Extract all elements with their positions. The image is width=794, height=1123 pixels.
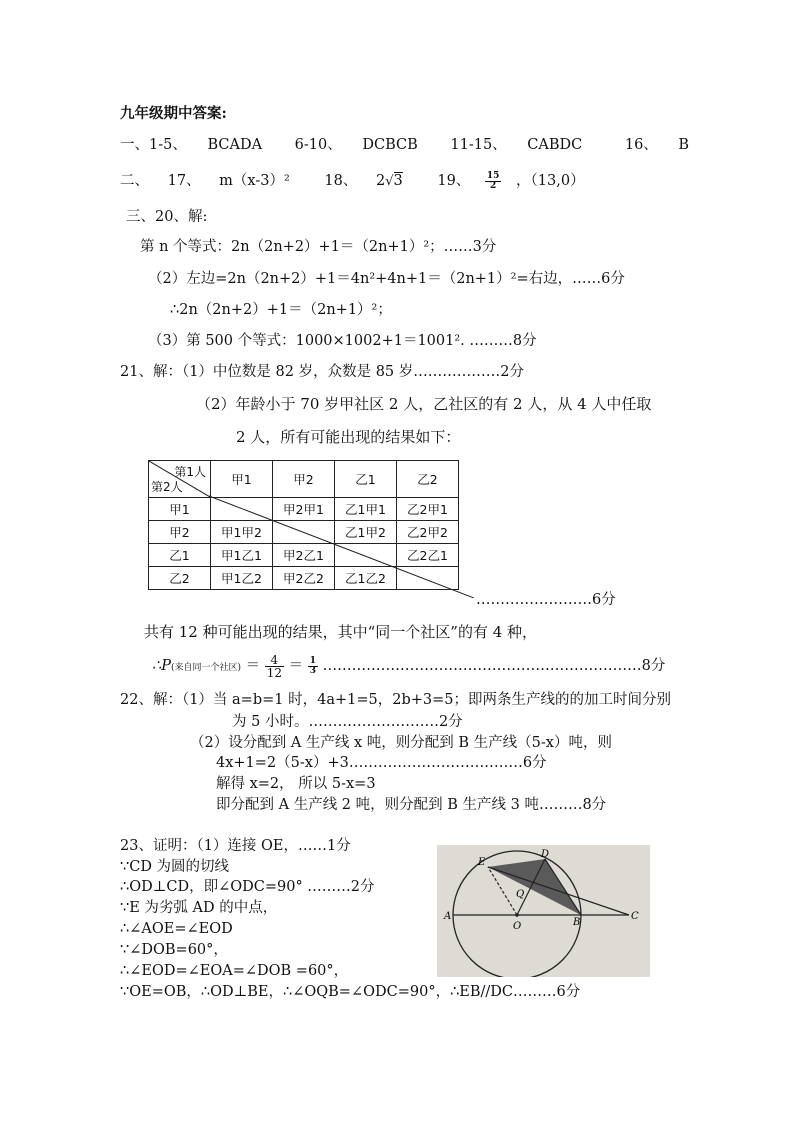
label-d: D bbox=[541, 849, 550, 860]
q17-answer: m（x-3）² bbox=[219, 173, 290, 189]
table-cell: 甲2乙1 bbox=[273, 544, 335, 567]
q23-line-8: ∵OE=OB，∴OD⊥BE，∴∠OQB=∠ODC=90°，∴EB//DC………6分 bbox=[120, 984, 581, 1000]
table-score: ……………………6分 bbox=[476, 592, 616, 608]
q21-line-1: 21、解：（1）中位数是 82 岁，众数是 85 岁………………2分 bbox=[120, 364, 524, 380]
row-header: 甲1 bbox=[149, 498, 211, 521]
table-cell: 乙1乙2 bbox=[335, 567, 397, 590]
q21-probability bbox=[152, 652, 665, 682]
label-b: B bbox=[573, 917, 581, 928]
table-diagonal bbox=[148, 460, 474, 598]
column-header: 乙1 bbox=[335, 461, 397, 498]
part1-label: 一、 bbox=[120, 137, 149, 153]
part1-range-1: 1-5、 bbox=[149, 137, 187, 153]
q22-line-2: 为 5 小时。………………………2分 bbox=[232, 714, 463, 730]
center-point bbox=[515, 913, 519, 917]
table-cell: 甲2甲1 bbox=[273, 498, 335, 521]
q20-line-1: 第 n 个等式：2n（2n+2）+1＝（2n+1）²；……3分 bbox=[140, 239, 497, 255]
prob-denominator-2: 3 bbox=[309, 665, 316, 676]
q23-line-6: ∵∠DOB=60°， bbox=[120, 942, 228, 958]
q18-number: 18、 bbox=[324, 173, 358, 189]
label-e: E bbox=[478, 857, 486, 868]
table-cell: 乙2乙1 bbox=[397, 544, 459, 567]
label-a: A bbox=[444, 911, 452, 922]
part1-line bbox=[120, 135, 689, 155]
q23-line-7: ∴∠EOD=∠EOA=∠DOB =60°， bbox=[120, 963, 349, 979]
table-cell: 甲1乙2 bbox=[211, 567, 273, 590]
q23-line-2: ∵CD 为圆的切线 bbox=[120, 859, 230, 875]
line-ec bbox=[488, 867, 629, 915]
prob-numerator: 4 bbox=[265, 654, 284, 667]
shaded-region bbox=[488, 859, 581, 915]
prob-prefix: ∴P bbox=[152, 658, 171, 674]
part1-range-4: 16、 bbox=[624, 137, 658, 153]
q22-line-5: 解得 x=2， 所以 5-x=3 bbox=[216, 776, 376, 792]
part1-answer-3: CABDC bbox=[527, 137, 583, 153]
q21-line-3: 2 人，所有可能出现的结果如下： bbox=[236, 428, 461, 446]
column-header: 甲1 bbox=[211, 461, 273, 498]
q21-line-2: （2）年龄小于 70 岁甲社区 2 人，乙社区的有 2 人，从 4 人中任取 bbox=[196, 395, 652, 413]
q20-line-3: ∴2n（2n+2）+1＝（2n+1）²； bbox=[170, 302, 392, 318]
prob-fraction bbox=[265, 654, 284, 679]
table-cell: 乙2甲2 bbox=[397, 521, 459, 544]
label-q: Q bbox=[516, 889, 525, 900]
q23-line-5: ∴∠AOE=∠EOD bbox=[120, 921, 233, 937]
table-cell: 乙2甲1 bbox=[397, 498, 459, 521]
part2-line bbox=[120, 171, 585, 192]
table-cell: 甲1乙1 bbox=[211, 544, 273, 567]
part1-range-2: 6-10、 bbox=[294, 137, 342, 153]
q21-line-4: 共有 12 种可能出现的结果，其中“同一个社区”的有 4 种， bbox=[144, 623, 538, 641]
column-header: 乙2 bbox=[397, 461, 459, 498]
label-o: O bbox=[513, 921, 522, 932]
prob-numerator-2: 1 bbox=[309, 655, 316, 666]
table-cell: 乙1甲1 bbox=[335, 498, 397, 521]
prob-equals-2: ＝ bbox=[288, 658, 304, 674]
part2-label: 二、 bbox=[120, 173, 149, 189]
table-cell: 甲1甲2 bbox=[211, 521, 273, 544]
prob-fraction-2 bbox=[308, 657, 318, 676]
label-c: C bbox=[631, 911, 639, 922]
page-title: 九年级期中答案: bbox=[120, 105, 227, 122]
corner-top-label: 第1人 bbox=[174, 465, 206, 479]
prob-equals: ＝ bbox=[245, 658, 261, 674]
table-cell: 乙1甲2 bbox=[335, 521, 397, 544]
q20-heading: 三、20、解: bbox=[126, 209, 208, 225]
q17-number: 17、 bbox=[167, 173, 201, 189]
q23-line-4: ∵E 为劣弧 AD 的中点， bbox=[120, 900, 278, 916]
row-header: 乙1 bbox=[149, 544, 211, 567]
column-header: 甲2 bbox=[273, 461, 335, 498]
q19-denominator: 2 bbox=[490, 180, 497, 191]
q22-line-6: 即分配到 A 生产线 2 吨，则分配到 B 生产线 3 吨………8分 bbox=[216, 797, 607, 813]
q19-number: 19、 bbox=[437, 173, 471, 189]
q19-rest: ，（13,0） bbox=[516, 173, 585, 189]
prob-subscript: (来自同一个社区) bbox=[170, 663, 242, 673]
prob-denominator: 12 bbox=[266, 665, 283, 680]
part1-answer-2: DCBCB bbox=[362, 137, 418, 153]
part1-range-3: 11-15、 bbox=[450, 137, 507, 153]
row-header: 甲2 bbox=[149, 521, 211, 544]
q19-fraction bbox=[485, 172, 502, 191]
geometry-figure bbox=[437, 845, 650, 977]
q19-numerator: 15 bbox=[486, 170, 500, 181]
corner-bottom-label: 第2人 bbox=[151, 480, 183, 494]
q22-line-3: （2）设分配到 A 生产线 x 吨，则分配到 B 生产线（5-x）吨，则 bbox=[190, 735, 612, 751]
q22-line-1: 22、解：（1）当 a=b=1 时，4a+1=5，2b+3=5；即两条生产线的的加工时间分别 bbox=[120, 692, 671, 708]
q23-line-3: ∴OD⊥CD，即∠ODC=90° ………2分 bbox=[120, 879, 375, 895]
part1-answer-4: B bbox=[678, 137, 690, 153]
q20-line-4: （3）第 500 个等式：1000×1002+1＝1001². ………8分 bbox=[148, 333, 537, 349]
q20-line-2: （2）左边=2n（2n+2）+1＝4n²+4n+1＝（2n+1）²=右边，……6分 bbox=[148, 271, 625, 287]
q22-line-4: 4x+1=2（5-x）+3………………………………6分 bbox=[216, 755, 547, 771]
q23-line-1: 23、证明：（1）连接 OE，……1分 bbox=[120, 838, 351, 854]
q18-answer: 2√3 bbox=[375, 173, 403, 189]
part1-answer-1: BCADA bbox=[207, 137, 263, 153]
circle-diagram bbox=[437, 845, 650, 977]
table-cell: 甲2乙2 bbox=[273, 567, 335, 590]
prob-score: …………………………………………………………8分 bbox=[322, 658, 666, 674]
q18-coef: 2 bbox=[375, 173, 386, 189]
row-header: 乙2 bbox=[149, 567, 211, 590]
q18-radicand: 3 bbox=[393, 173, 403, 189]
